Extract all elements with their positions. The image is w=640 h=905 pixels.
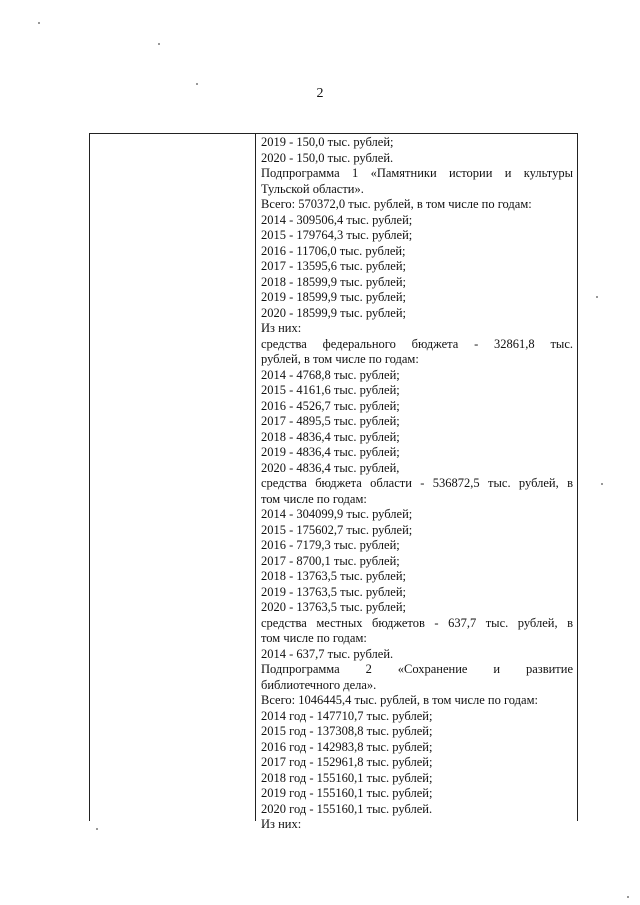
- text-line: 2020 - 150,0 тыс. рублей.: [261, 150, 394, 165]
- text-line: 2020 - 18599,9 тыс. рублей;: [261, 305, 406, 320]
- scan-speck: [38, 22, 40, 24]
- text-line: том числе по годам:: [261, 631, 367, 645]
- text-line: 2015 год - 137308,8 тыс. рублей;: [261, 724, 433, 738]
- table-right-column: [261, 135, 573, 833]
- text-line: Всего: 1046445,4 тыс. рублей, в том числе по годам:: [261, 693, 538, 707]
- page-number: 2: [316, 86, 324, 101]
- text-line: 2020 год - 155160,1 тыс. рублей.: [261, 801, 433, 816]
- text-line: 2018 - 4836,4 тыс. рублей;: [261, 429, 400, 444]
- text-line: 2018 год - 155160,1 тыс. рублей;: [261, 770, 433, 785]
- scan-speck: [596, 296, 598, 298]
- text-line: Подпрограмма 1 «Памятники истории и культуры: [261, 166, 573, 180]
- text-line: 2019 - 18599,9 тыс. рублей;: [261, 290, 406, 304]
- scan-speck: [158, 43, 160, 45]
- text-line: Всего: 570372,0 тыс. рублей, в том числе по годам:: [261, 197, 532, 211]
- text-line: 2016 - 4526,7 тыс. рублей;: [261, 398, 400, 413]
- text-line: 2015 - 175602,7 тыс. рублей;: [261, 522, 413, 537]
- text-line: 2015 - 179764,3 тыс. рублей;: [261, 228, 413, 242]
- text-line: 2019 - 13763,5 тыс. рублей;: [261, 584, 406, 599]
- text-line: 2018 - 18599,9 тыс. рублей;: [261, 274, 406, 289]
- text-line: Из них:: [261, 817, 302, 831]
- text-line: том числе по годам:: [261, 491, 367, 506]
- text-line: библиотечного дела».: [261, 677, 377, 692]
- text-line: 2017 - 4895,5 тыс. рублей;: [261, 414, 400, 428]
- text-line: 2014 год - 147710,7 тыс. рублей;: [261, 708, 433, 723]
- text-line: рублей, в том числе по годам:: [261, 352, 419, 366]
- text-line: средства местных бюджетов - 637,7 тыс. рублей, в: [261, 615, 573, 630]
- scan-speck: [96, 828, 98, 830]
- text-line: 2017 - 13595,6 тыс. рублей;: [261, 259, 406, 273]
- text-line: 2014 - 637,7 тыс. рублей.: [261, 646, 394, 661]
- text-line: 2016 - 7179,3 тыс. рублей;: [261, 538, 400, 552]
- text-line: 2019 - 150,0 тыс. рублей;: [261, 135, 394, 149]
- text-line: 2020 - 4836,4 тыс. рублей,: [261, 460, 400, 475]
- text-line: 2016 год - 142983,8 тыс. рублей;: [261, 739, 433, 754]
- text-line: 2016 - 11706,0 тыс. рублей;: [261, 243, 406, 258]
- scan-speck: [601, 483, 603, 485]
- text-line: Из них:: [261, 321, 302, 335]
- text-line: 2017 год - 152961,8 тыс. рублей;: [261, 755, 433, 769]
- text-line: средства федерального бюджета - 32861,8 тыс.: [261, 336, 573, 351]
- scan-speck: [627, 896, 629, 898]
- text-line: средства бюджета области - 536872,5 тыс. рублей, в: [261, 476, 573, 490]
- text-line: 2017 - 8700,1 тыс. рублей;: [261, 553, 400, 568]
- text-line: 2014 - 309506,4 тыс. рублей;: [261, 212, 413, 227]
- text-line: 2014 - 4768,8 тыс. рублей;: [261, 367, 400, 382]
- text-line: 2019 - 4836,4 тыс. рублей;: [261, 445, 400, 459]
- text-line: 2019 год - 155160,1 тыс. рублей;: [261, 786, 433, 800]
- text-line: 2014 - 304099,9 тыс. рублей;: [261, 507, 413, 521]
- scan-speck: [196, 83, 198, 85]
- funding-table: [89, 133, 578, 831]
- text-line: 2020 - 13763,5 тыс. рублей;: [261, 600, 406, 614]
- text-line: 2015 - 4161,6 тыс. рублей;: [261, 383, 400, 397]
- text-line: 2018 - 13763,5 тыс. рублей;: [261, 569, 406, 583]
- table-left-column: [90, 134, 256, 821]
- text-line: Тульской области».: [261, 181, 364, 196]
- text-line: Подпрограмма 2 «Сохранение и развитие: [261, 662, 573, 676]
